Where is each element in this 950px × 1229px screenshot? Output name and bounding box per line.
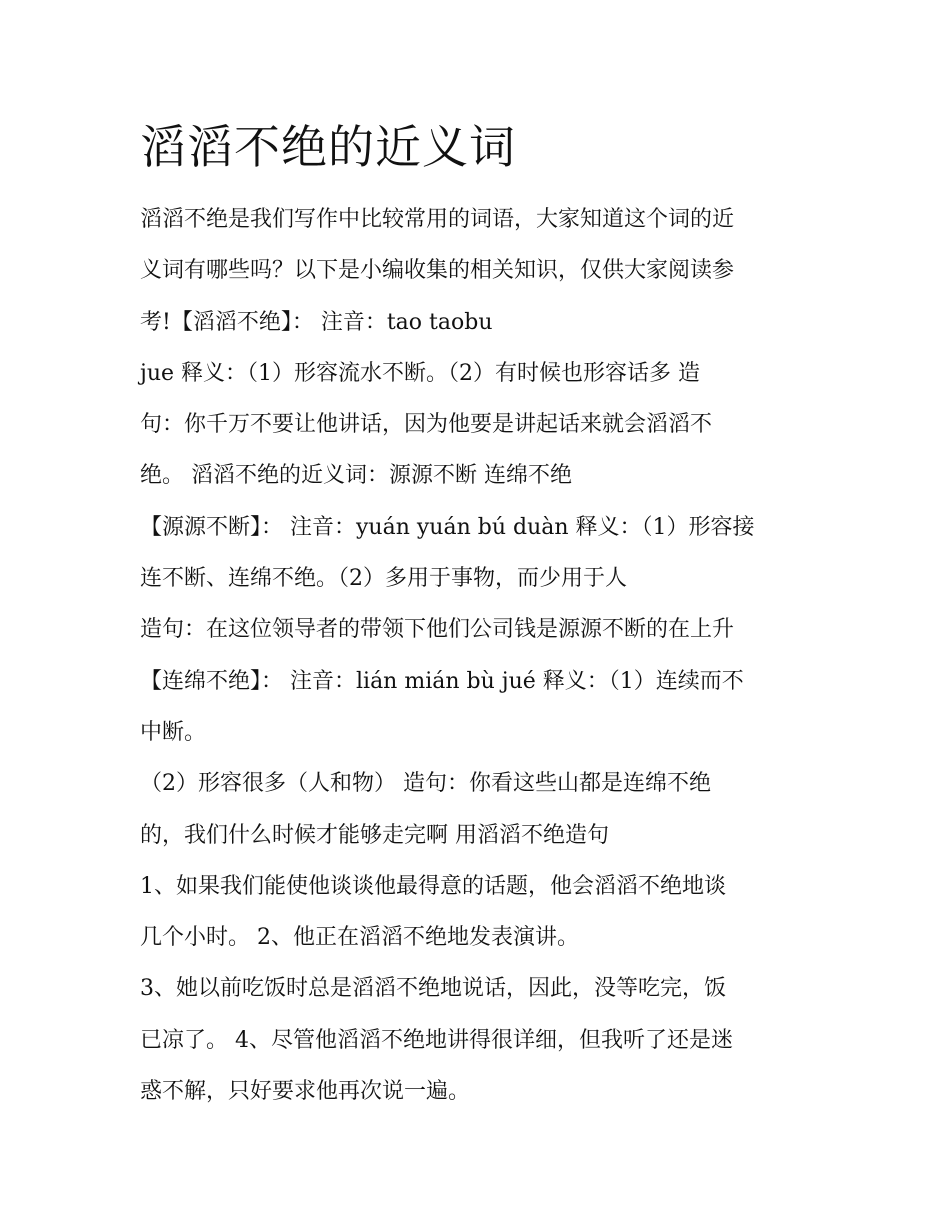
body-line: 句：你千万不要让他讲话，因为他要是讲起话来就会滔滔不 (140, 412, 713, 438)
body-line: 义词有哪些吗？以下是小编收集的相关知识，仅供大家阅读参 (140, 258, 735, 284)
body-line: 几个小时。 2、他正在滔滔不绝地发表演讲。 (140, 925, 579, 951)
body-line: 的，我们什么时候才能够走完啊 用滔滔不绝造句 (140, 822, 609, 848)
body-line: 已凉了。 4、尽管他滔滔不绝地讲得很详细，但我听了还是迷 (140, 1027, 733, 1053)
body-line: 造句：在这位领导者的带领下他们公司钱是源源不断的在上升 (140, 617, 735, 643)
body-line: 【源源不断】： 注音：yuán yuán bú duàn 释义：（1）形容接 (140, 514, 755, 540)
body-line: 绝。 滔滔不绝的近义词：源源不断 连绵不绝 (140, 463, 572, 489)
document-page (140, 112, 820, 1117)
body-line: 滔滔不绝是我们写作中比较常用的词语，大家知道这个词的近 (140, 207, 735, 232)
body-line: jue 释义：（1）形容流水不断。（2）有时候也形容话多 造 (140, 360, 700, 386)
document-title: 滔滔不绝的近义词 (140, 120, 516, 174)
body-line: 3、她以前吃饭时总是滔滔不绝地说话，因此，没等吃完，饭 (140, 976, 726, 1002)
body-line: 考!【滔滔不绝】： 注音：tao taobu (140, 309, 493, 335)
body-line: 1、如果我们能使他谈谈他最得意的话题，他会滔滔不绝地谈 (140, 873, 726, 899)
body-line: 连不断、连绵不绝。（2）多用于事物，而少用于人 (140, 566, 627, 592)
body-line: 中断。 (140, 719, 207, 745)
body-line: 惑不解，只好要求他再次说一遍。 (140, 1079, 471, 1105)
body-line: （2）形容很多（人和物） 造句：你看这些山都是连绵不绝 (140, 771, 711, 797)
document-body (140, 194, 820, 1117)
body-line: 【连绵不绝】： 注音：lián mián bù jué 释义：（1）连续而不 (140, 668, 744, 694)
